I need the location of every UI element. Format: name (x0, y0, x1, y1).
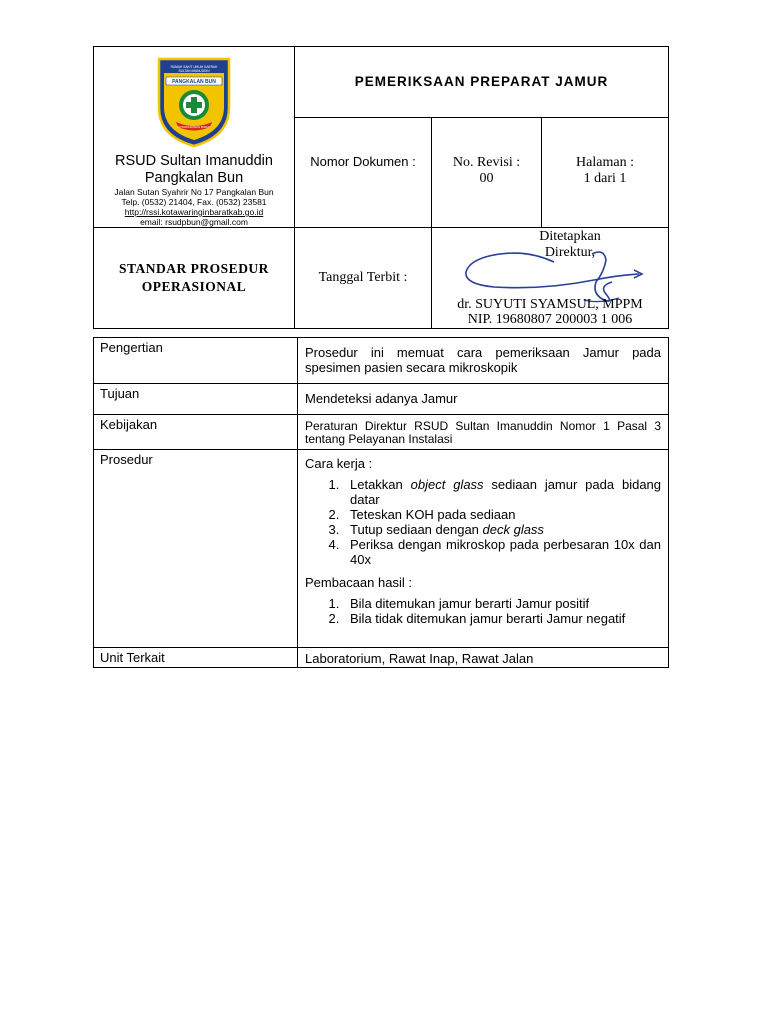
tanggal-terbit-cell (295, 228, 432, 329)
sop-header-table (93, 46, 669, 329)
value-unit-terkait: Laboratorium, Rawat Inap, Rawat Jalan (298, 648, 669, 668)
no-revisi-value: 00 (479, 171, 494, 187)
signer-name: dr. SUYUTI SYAMSUL, MPPM (457, 297, 643, 312)
nomor-dokumen-label: Nomor Dokumen : (310, 154, 416, 170)
halaman-cell (542, 118, 669, 228)
hospital-logo (156, 56, 232, 148)
hospital-name-line1: RSUD Sultan Imanuddin (115, 153, 273, 169)
hospital-address: Jalan Sutan Syahrir No 17 Pangkalan Bun (114, 187, 274, 197)
sop-line1: STANDAR PROSEDUR (119, 261, 269, 276)
list-item: 1. Letakkan object glass sediaan jamur pada bidang datar (343, 477, 661, 507)
row-unit-terkait (94, 648, 669, 668)
hospital-identity-cell (94, 47, 295, 228)
approval-cell (432, 228, 669, 329)
halaman-value: 1 dari 1 (583, 171, 627, 187)
value-prosedur (298, 450, 669, 648)
logo-ribbon: PANGKALAN BUN (172, 79, 216, 85)
logo-motto: KOTAWARINGIN BARAT (177, 125, 211, 129)
label-prosedur: Prosedur (94, 450, 298, 648)
sop-line2: OPERASIONAL (141, 279, 247, 294)
cara-kerja-heading: Cara kerja : (305, 456, 373, 471)
revisi-cell (432, 118, 542, 228)
nomor-dokumen-cell (295, 118, 432, 228)
halaman-label: Halaman : (576, 155, 634, 171)
list-item: 2. Teteskan KOH pada sediaan (343, 507, 661, 522)
document-title: PEMERIKSAAN PREPARAT JAMUR (295, 47, 669, 118)
row-kebijakan (94, 415, 669, 450)
sop-content-table (93, 337, 669, 668)
value-tujuan: Mendeteksi adanya Jamur (298, 384, 669, 415)
hospital-website-link[interactable]: http://rssi.kotawaringinbaratkab.go.id (124, 207, 264, 217)
label-pengertian: Pengertian (94, 338, 298, 384)
hospital-name-line2: Pangkalan Bun (144, 170, 244, 186)
list-item: 4. Periksa dengan mikroskop pada perbesaran 10x dan 40x (343, 537, 661, 567)
list-item: 1. Bila ditemukan jamur berarti Jamur positif (343, 596, 661, 611)
direktur-label: Direktur, (544, 245, 596, 260)
logo-banner-line1: RUMAH SAKIT UMUM DAERAH (170, 65, 218, 69)
value-kebijakan: Peraturan Direktur RSUD Sultan Imanuddin Nomor 1 Pasal 3 tentang Pelayanan Instalasi (298, 415, 669, 450)
signer-nip: NIP. 19680807 200003 1 006 (467, 312, 633, 327)
label-unit-terkait: Unit Terkait (94, 648, 298, 668)
tanggal-terbit-label: Tanggal Terbit : (318, 270, 408, 285)
row-pengertian (94, 338, 669, 384)
hospital-phone: Telp. (0532) 21404, Fax. (0532) 23581 (121, 197, 267, 207)
pembacaan-heading: Pembacaan hasil : (305, 575, 412, 590)
hospital-email: email: rsudpbun@gmail.com (140, 217, 248, 227)
row-tujuan (94, 384, 669, 415)
label-kebijakan: Kebijakan (94, 415, 298, 450)
logo-banner-line2: SULTAN IMANUDDIN (178, 69, 210, 73)
list-item: 2. Bila tidak ditemukan jamur berarti Jamur negatif (343, 611, 661, 626)
no-revisi-label: No. Revisi : (452, 155, 521, 171)
pembacaan-list (305, 596, 661, 626)
cara-kerja-list (305, 477, 661, 567)
label-tujuan: Tujuan (94, 384, 298, 415)
sop-type-cell (94, 228, 295, 329)
value-pengertian: Prosedur ini memuat cara pemeriksaan Jamur pada spesimen pasien secara mikroskopik (298, 338, 669, 384)
ditetapkan-label: Ditetapkan (539, 229, 601, 244)
row-prosedur (94, 450, 669, 648)
list-item: 3. Tutup sediaan dengan deck glass (343, 522, 661, 537)
